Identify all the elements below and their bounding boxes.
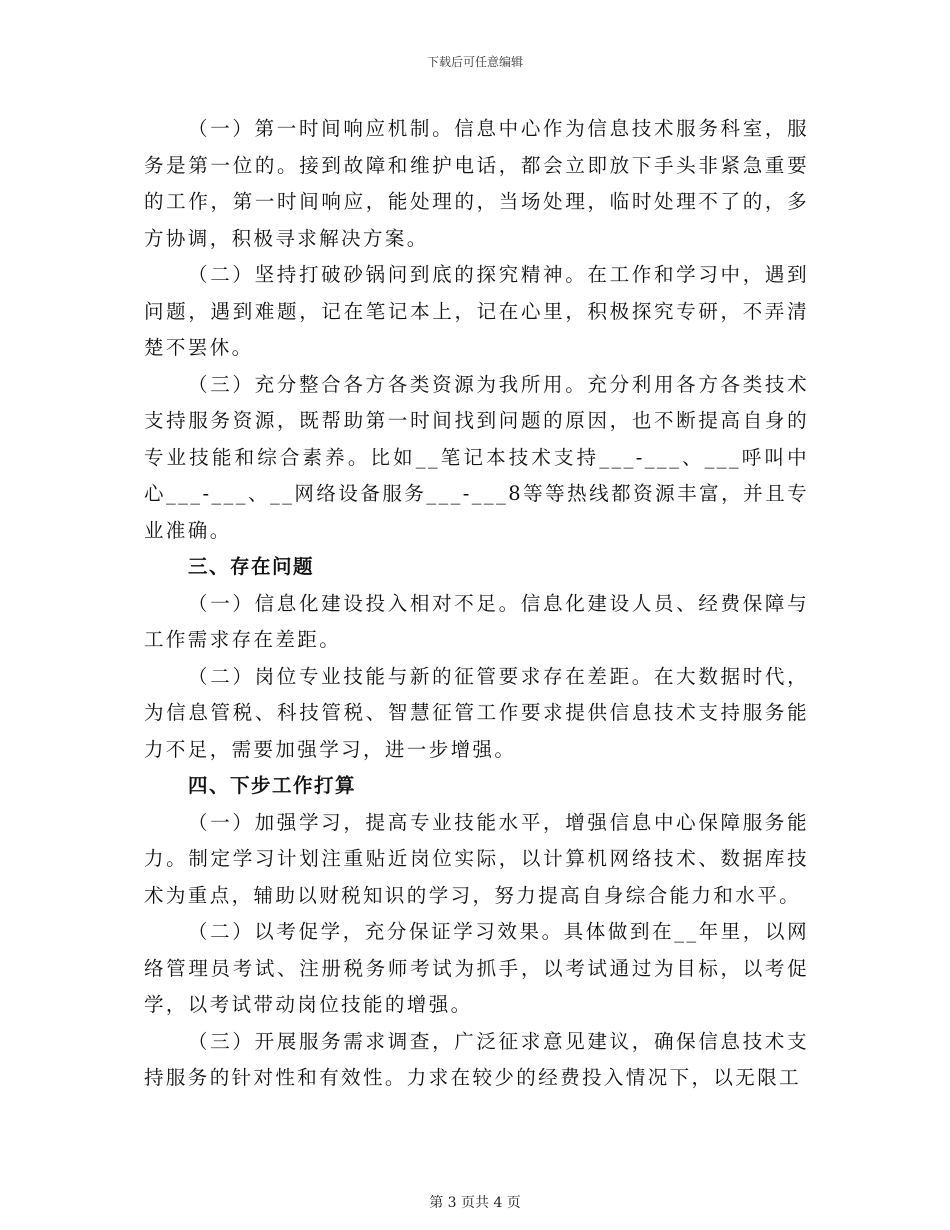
paragraph-6: （一）加强学习，提高专业技能水平，增强信息中心保障服务能力。制定学习计划注重贴近岗位实际，以计算机网络技术、数据库技术为重点，辅助以财税知识的学习，努力提高自身综合能力和水平。 <box>144 810 809 907</box>
paragraph-5: （二）岗位专业技能与新的征管要求存在差距。在大数据时代，为信息管税、科技管税、智慧征管工作要求提供信息技术支持服务能力不足，需要加强学习，进一步增强。 <box>144 664 809 761</box>
paragraph-8: （三）开展服务需求调查，广泛征求意见建议，确保信息技术支持服务的针对性和有效性。力求在较少的经费投入情况下，以无限工 <box>144 1029 809 1089</box>
paragraph-1: （一）第一时间响应机制。信息中心作为信息技术服务科室，服务是第一位的。接到故障和维护电话，都会立即放下手头非紧急重要的工作，第一时间响应，能处理的，当场处理，临时处理不了的，多方协调，积极寻求解决方案。 <box>144 117 809 250</box>
section-heading-3: 三、存在问题 <box>188 555 315 578</box>
paragraph-7: （二）以考促学，充分保证学习效果。具体做到在__年里，以网络管理员考试、注册税务师考试为抓手，以考试通过为目标，以考促学，以考试带动岗位技能的增强。 <box>144 920 809 1016</box>
paragraph-4: （一）信息化建设投入相对不足。信息化建设人员、经费保障与工作需求存在差距。 <box>144 591 809 651</box>
document-body <box>144 111 809 1097</box>
page-footer: 第 3 页共 4 页 <box>429 1195 521 1211</box>
page-header: 下载后可任意编辑 <box>426 55 523 69</box>
paragraph-3: （三）充分整合各方各类资源为我所用。充分利用各方各类技术支持服务资源，既帮助第一时间找到问题的原因，也不断提高自身的专业技能和综合素养。比如__笔记本技术支持___-___、___呼叫中心___-___、__网络设备服务___-___8等等热线都资源丰富，并且专业准确。 <box>144 372 809 542</box>
paragraph-2: （二）坚持打破砂锅问到底的探究精神。在工作和学习中，遇到问题，遇到难题，记在笔记本上，记在心里，积极探究专研，不弄清楚不罢休。 <box>144 263 809 359</box>
section-heading-4: 四、下步工作打算 <box>188 774 357 797</box>
